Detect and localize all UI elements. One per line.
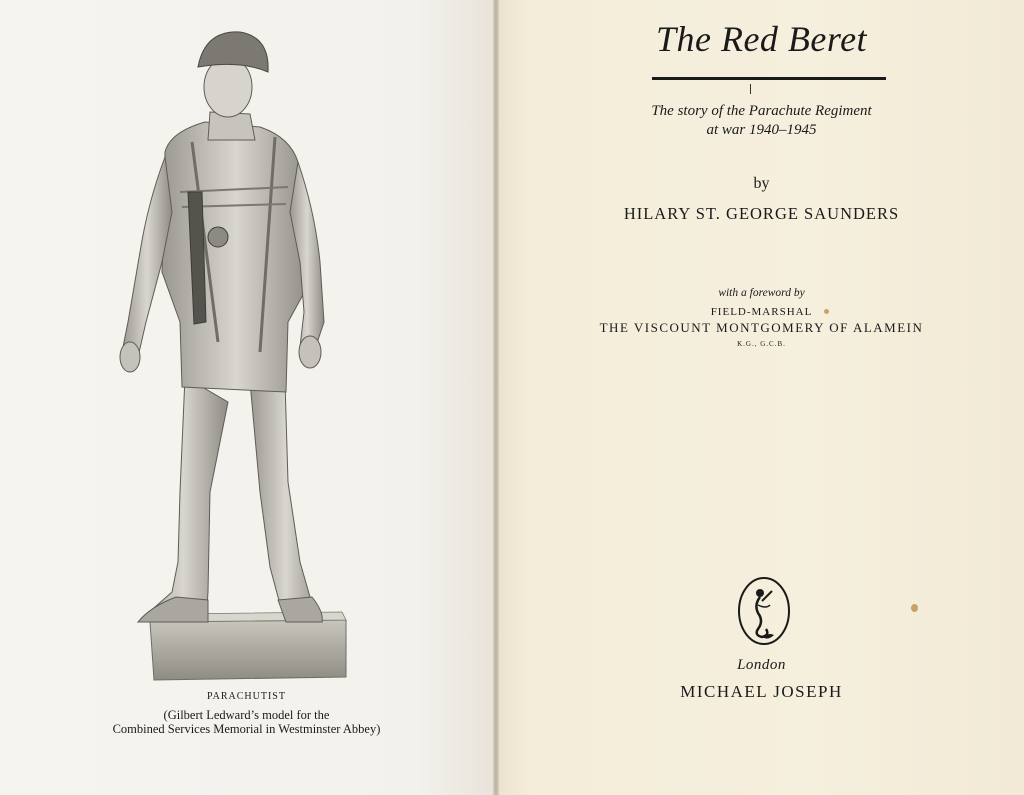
foreword-name: THE VISCOUNT MONTGOMERY OF ALAMEIN bbox=[599, 320, 924, 335]
foreword-intro: with a foreword by bbox=[718, 287, 805, 299]
ink-tick-mark bbox=[750, 84, 751, 94]
title-rule bbox=[652, 77, 886, 80]
foreword-honours: K.G., G.C.B. bbox=[737, 340, 786, 348]
plate-caption-line-2: Combined Services Memorial in Westminster Abbey) bbox=[112, 722, 381, 736]
subtitle-line-2: at war 1940–1945 bbox=[706, 122, 817, 138]
left-page bbox=[0, 0, 493, 795]
subtitle-line-1: The story of the Parachute Regiment bbox=[651, 103, 872, 119]
by-line: by bbox=[753, 175, 770, 192]
title-page bbox=[499, 0, 1024, 795]
foreword-rank: FIELD-MARSHAL bbox=[710, 306, 813, 318]
publisher-place: London bbox=[737, 657, 786, 673]
plate-caption-line-1: (Gilbert Ledward’s model for the bbox=[163, 708, 330, 722]
publisher-name: MICHAEL JOSEPH bbox=[680, 682, 843, 701]
author-name: HILARY ST. GEORGE SAUNDERS bbox=[623, 204, 900, 223]
parachutist-statue-photo bbox=[110, 22, 370, 687]
foxing-spot bbox=[911, 604, 918, 612]
book-title: The Red Beret bbox=[655, 19, 868, 59]
foxing-spot bbox=[824, 309, 829, 314]
plate-caption-title: PARACHUTIST bbox=[207, 691, 286, 702]
mermaid-colophon-icon bbox=[736, 575, 792, 647]
